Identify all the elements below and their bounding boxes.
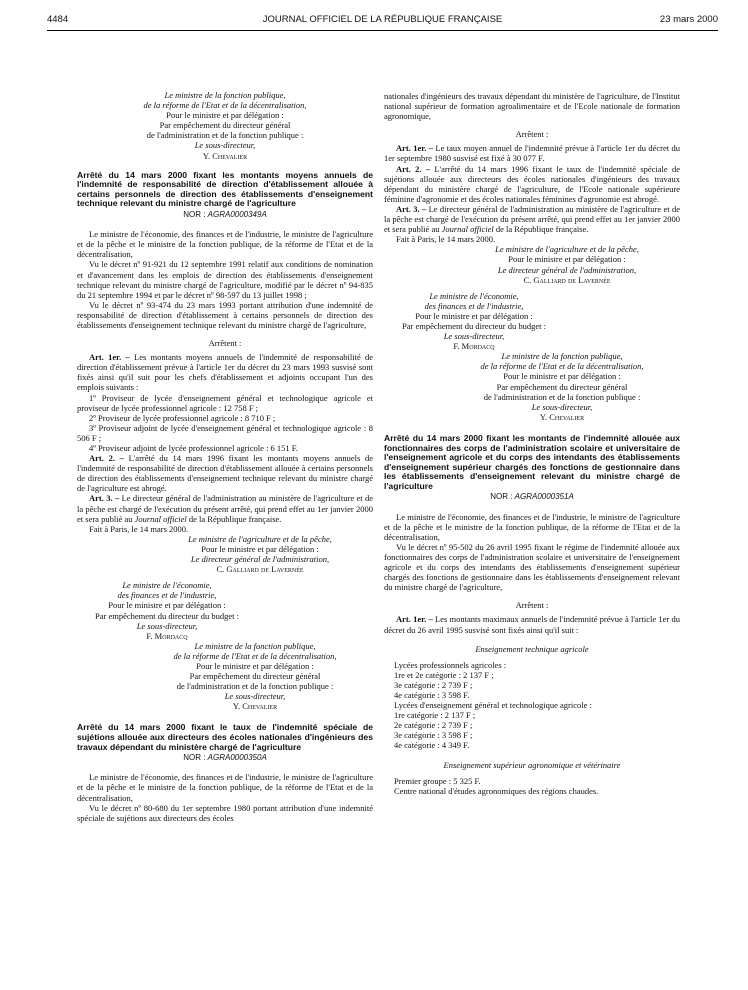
right-column [384, 91, 680, 796]
paragraph: Le ministre de l'économie, des finances et de l'industrie, le ministre de l'agriculture et de la pêche et le ministre de la fonction publique, de la réforme de l'Etat et de la décentralisation, [77, 229, 373, 260]
arretent-heading: Arrêtent : [208, 338, 242, 349]
signature-line: des finances et de l'industrie, [424, 300, 524, 311]
signature-line: Le sous-directeur, [136, 620, 198, 631]
nor-reference [77, 753, 373, 763]
signature-line: Le sous-directeur, [531, 401, 593, 412]
article-text: L'arrêté du 14 mars 1996 fixant le taux de l'indemnité spéciale de sujétions allouée aux directeurs des écoles nationales d'ingénieurs des travaux dépendant du ministère chargé de l'agriculture, de l'Ecole nationale supérieure féminine d'agronomie et des écoles nationales féminines d'agronomie est abrogé. [384, 163, 681, 204]
nor-code: AGRA0000349A [207, 210, 267, 220]
article-label: Art. 2. – [89, 453, 124, 464]
signature-line: Le ministre de l'agriculture et de la pêche, [188, 533, 332, 544]
list-item: 1re catégorie : 2 137 F ; [394, 710, 476, 721]
signature-line: Par empêchement du directeur général [159, 120, 291, 131]
page-number: 4484 [47, 14, 69, 25]
paragraph: Vu le décret nº 95-502 du 26 avril 1995 fixant le régime de l'indemnité allouée aux fonctionnaires des corps de l'administration scolaire et universitaire de l'enseignement agricole et du corps des intendants des établissements d'enseignement supérieur chargés des fonctions de gestionnaire dans les établissements d'enseignement relevant du ministre chargé de l'agriculture, [384, 541, 680, 593]
signature-line: des finances et de l'industrie, [117, 590, 217, 601]
journal-reference: Journal officiel [441, 224, 494, 235]
signature-block [137, 641, 373, 712]
article-label: Art. 1er. – [396, 614, 433, 625]
left-column [77, 90, 373, 823]
article-text: de la République française. [493, 224, 589, 235]
signature-line: Par empêchement du directeur général [496, 381, 628, 392]
signature-line: Le ministre de la fonction publique, [501, 351, 623, 362]
article-3 [384, 204, 680, 234]
signatory-name: F. Mordacq [146, 630, 188, 641]
signature-line: Pour le ministre et par délégation : [201, 543, 319, 554]
section-heading: Enseignement supérieur agronomique et vétérinaire [443, 759, 621, 770]
article-text: Le directeur général de l'administration au ministère de l'agriculture et de la pêche est chargé de l'exécution du présent arrêté, qui prend effet au 1er janvier 2000 et sera publié au [384, 203, 680, 235]
signatory-name: F. Mordacq [453, 341, 495, 352]
list-item: 3º Proviseur adjoint de lycée d'enseignement général et technologique agricole : 8 506 F ; [77, 422, 373, 443]
signature-line: de la réforme de l'Etat et de la décentralisation, [173, 650, 337, 661]
header-rule [47, 30, 718, 31]
nor-reference [384, 492, 680, 502]
arretent-heading: Arrêtent : [515, 129, 549, 140]
article-2 [384, 164, 680, 204]
signature-line: Le sous-directeur, [443, 331, 505, 342]
list-item: 2º Proviseur de lycée professionnel agricole : 8 710 F ; [89, 412, 276, 423]
signature-line: Par empêchement du directeur du budget : [95, 610, 239, 621]
list-item: 4e catégorie : 3 598 F. [394, 689, 470, 700]
signature-line: Pour le ministre et par délégation : [166, 110, 284, 121]
paragraph: Vu le décret nº 80-680 du 1er septembre 1980 portant attribution d'une indemnité spéciale de sujétions aux directeurs des écoles [77, 802, 373, 823]
nor-label: NOR : [183, 753, 208, 763]
arretent-heading: Arrêtent : [515, 600, 549, 611]
signature-line: de l'administration et de la fonction publique : [176, 681, 334, 692]
signature-line: Le directeur général de l'administration, [497, 264, 637, 275]
journal-reference: Journal officiel [134, 513, 187, 524]
paragraph: Vu le décret nº 93-474 du 23 mars 1993 portant attribution d'une indemnité de responsabilité de direction d'établissement à certains personnels de direction des établissements d'enseignement technique relevant du ministre chargé de l'agriculture, [77, 299, 373, 330]
paragraph: Le ministre de l'économie, des finances et de l'industrie, le ministre de l'agriculture et de la pêche et le ministre de la fonction publique, de la réforme de l'Etat et de la décentralisation, [77, 772, 373, 803]
article-2 [77, 453, 373, 493]
journal-title: JOURNAL OFFICIEL DE LA RÉPUBLIQUE FRANÇAISE [262, 14, 503, 25]
arrete-title: Arrêté du 14 mars 2000 fixant les montants de l'indemnité allouée aux fonctionnaires des corps de l'administration scolaire et universitaire de l'enseignement agricole et du corps des intendants des établissements d'enseignement supérieur chargés des fonctions de gestionnaire dans les établissements d'enseignement relevant du ministre chargé de l'agriculture [384, 432, 680, 491]
list-item: 4º Proviseur adjoint de lycée professionnel agricole : 6 151 F. [89, 443, 298, 453]
article-text: Le directeur général de l'administration au ministère de l'agriculture et de la pêche est chargé de l'exécution du présent arrêté, qui prend effet au 1er janvier 2000 et sera publié au [77, 493, 373, 524]
list-item: 3e catégorie : 2 739 F ; [394, 679, 473, 690]
signatory-name: C. Galliard de Lavernée [523, 274, 611, 285]
signature-line: Le sous-directeur, [224, 691, 286, 702]
list-item: 2e catégorie : 2 739 F ; [394, 720, 473, 731]
signature-block [147, 534, 373, 574]
list-item: 1º Proviseur de lycée d'enseignement général et technologique agricole et proviseur de lycée professionnel agricole : 12 758 F ; [77, 392, 373, 413]
signatory-name: Y. Chevalier [539, 411, 585, 422]
signature-line: Le directeur général de l'administration, [190, 554, 330, 565]
list-heading: Lycées d'enseignement général et technologique agricole : [394, 700, 592, 711]
signatory-name: C. Galliard de Lavernée [216, 564, 304, 575]
page-header [47, 15, 718, 29]
article-text: Les montants moyens annuels de l'indemnité de responsabilité de direction d'établissement prévue à l'article 1er du décret du 23 mars 1993 susvisé sont fixés ainsi qu'il suit pour les chefs d'établissement et adjoints occupant l'un des emplois suivants : [77, 352, 373, 393]
signature-line: Par empêchement du directeur du budget : [402, 320, 546, 331]
signature-line: Pour le ministre et par délégation : [196, 660, 314, 671]
signature-line: Pour le ministre et par délégation : [108, 600, 226, 611]
article-text: Les montants maximaux annuels de l'indemnité prévue à l'article 1er du décret du 26 avril 1995 susvisé sont fixés ainsi qu'il suit : [384, 614, 680, 635]
article-text: Le taux moyen annuel de l'indemnité prévue à l'article 1er du décret du 1er septembre 1980 susvisé est fixé à 30 077 F. [384, 143, 680, 164]
signature-line: Par empêchement du directeur général [189, 671, 321, 682]
fait-line: Fait à Paris, le 14 mars 2000. [396, 234, 496, 245]
article-label: Art. 3. – [396, 203, 427, 214]
signatory-name: Y. Chevalier [202, 150, 248, 161]
signature-line: Pour le ministre et par délégation : [508, 254, 626, 265]
article-text: de la République française. [186, 513, 282, 524]
signature-line: Le sous-directeur, [194, 140, 256, 151]
list-heading: Lycées professionnels agricoles : [394, 659, 507, 670]
nor-reference [77, 210, 373, 220]
article-1 [384, 614, 680, 634]
article-1 [384, 143, 680, 163]
signature-line: de la réforme de l'Etat et de la décentralisation, [143, 100, 307, 111]
signature-line: Le ministre de la fonction publique, [164, 90, 286, 100]
signature-line: Pour le ministre et par délégation : [415, 310, 533, 321]
article-3 [77, 493, 373, 523]
signature-line: Pour le ministre et par délégation : [503, 371, 621, 382]
paragraph: nationales d'ingénieurs des travaux dépendant du ministère de l'agriculture, de l'Institut national supérieur de formation agroalimentaire et de l'Ecole nationale de formation agronomique, [384, 91, 680, 122]
signature-block [77, 580, 257, 641]
arrete-title: Arrêté du 14 mars 2000 fixant le taux de l'indemnité spéciale de sujétions allouée aux directeurs des écoles nationales d'ingénieurs des travaux dépendant du ministère chargé de l'agriculture [77, 722, 373, 752]
article-label: Art. 2. – [396, 163, 431, 174]
signature-block [444, 351, 680, 422]
paragraph: Vu le décret nº 91-921 du 12 septembre 1991 relatif aux conditions de nomination et d'avancement dans les emplois de direction des établissements d'enseignement technique relevant du ministre chargé de l'agriculture, modifié par le décret nº 94-835 du 21 septembre 1994 et par le décret nº 98-597 du 13 juillet 1998 ; [77, 259, 373, 300]
signature-line: Le ministre de la fonction publique, [194, 640, 316, 651]
signature-line: Le ministre de l'agriculture et de la pêche, [495, 244, 639, 255]
signature-line: de l'administration et de la fonction publique : [146, 130, 304, 141]
list-item: 3e catégorie : 3 598 F ; [394, 730, 473, 741]
signature-block [77, 90, 373, 161]
fait-line: Fait à Paris, le 14 mars 2000. [89, 523, 189, 534]
signature-line: de l'administration et de la fonction publique : [483, 391, 641, 402]
signature-block [454, 244, 680, 284]
article-1 [77, 352, 373, 392]
issue-date: 23 mars 2000 [659, 14, 718, 25]
nor-code: AGRA0000350A [207, 753, 267, 763]
signature-line: Le ministre de l'économie, [429, 290, 519, 301]
nor-label: NOR : [183, 210, 208, 220]
section-heading: Enseignement technique agricole [475, 643, 589, 654]
signature-line: de la réforme de l'Etat et de la décentralisation, [480, 361, 644, 372]
arrete-title: Arrêté du 14 mars 2000 fixant les montants moyens annuels de l'indemnité de responsabilité de direction d'établissement allouée à certains personnels de direction des établissements d'enseignement technique relevant du ministre chargé de l'agriculture [77, 169, 373, 209]
nor-code: AGRA0000351A [514, 492, 574, 502]
article-label: Art. 1er. – [396, 143, 434, 154]
list-item: 4e catégorie : 4 349 F. [394, 740, 470, 751]
list-item: Centre national d'études agronomiques des régions chaudes. [394, 785, 599, 796]
signatory-name: Y. Chevalier [232, 701, 278, 712]
nor-label: NOR : [490, 492, 515, 502]
signature-line: Le ministre de l'économie, [122, 580, 212, 591]
article-text: L'arrêté du 14 mars 1996 fixant les montants moyens annuels de l'indemnité de responsabilité de direction d'établissement allouée à certains personnels de direction des établissements d'enseignement technique relevant du ministre chargé de l'agriculture est abrogé. [77, 453, 373, 494]
list-item: 1re et 2e catégorie : 2 137 F ; [394, 669, 494, 680]
paragraph: Le ministre de l'économie, des finances et de l'industrie, le ministre de l'agriculture et de la pêche et le ministre de la fonction publique, de la réforme de l'Etat et de la décentralisation, [384, 511, 680, 542]
article-label: Art. 1er. – [89, 352, 130, 363]
list-item: Premier groupe : 5 325 F. [394, 775, 481, 786]
signature-block [384, 291, 564, 352]
article-label: Art. 3. – [89, 493, 120, 504]
